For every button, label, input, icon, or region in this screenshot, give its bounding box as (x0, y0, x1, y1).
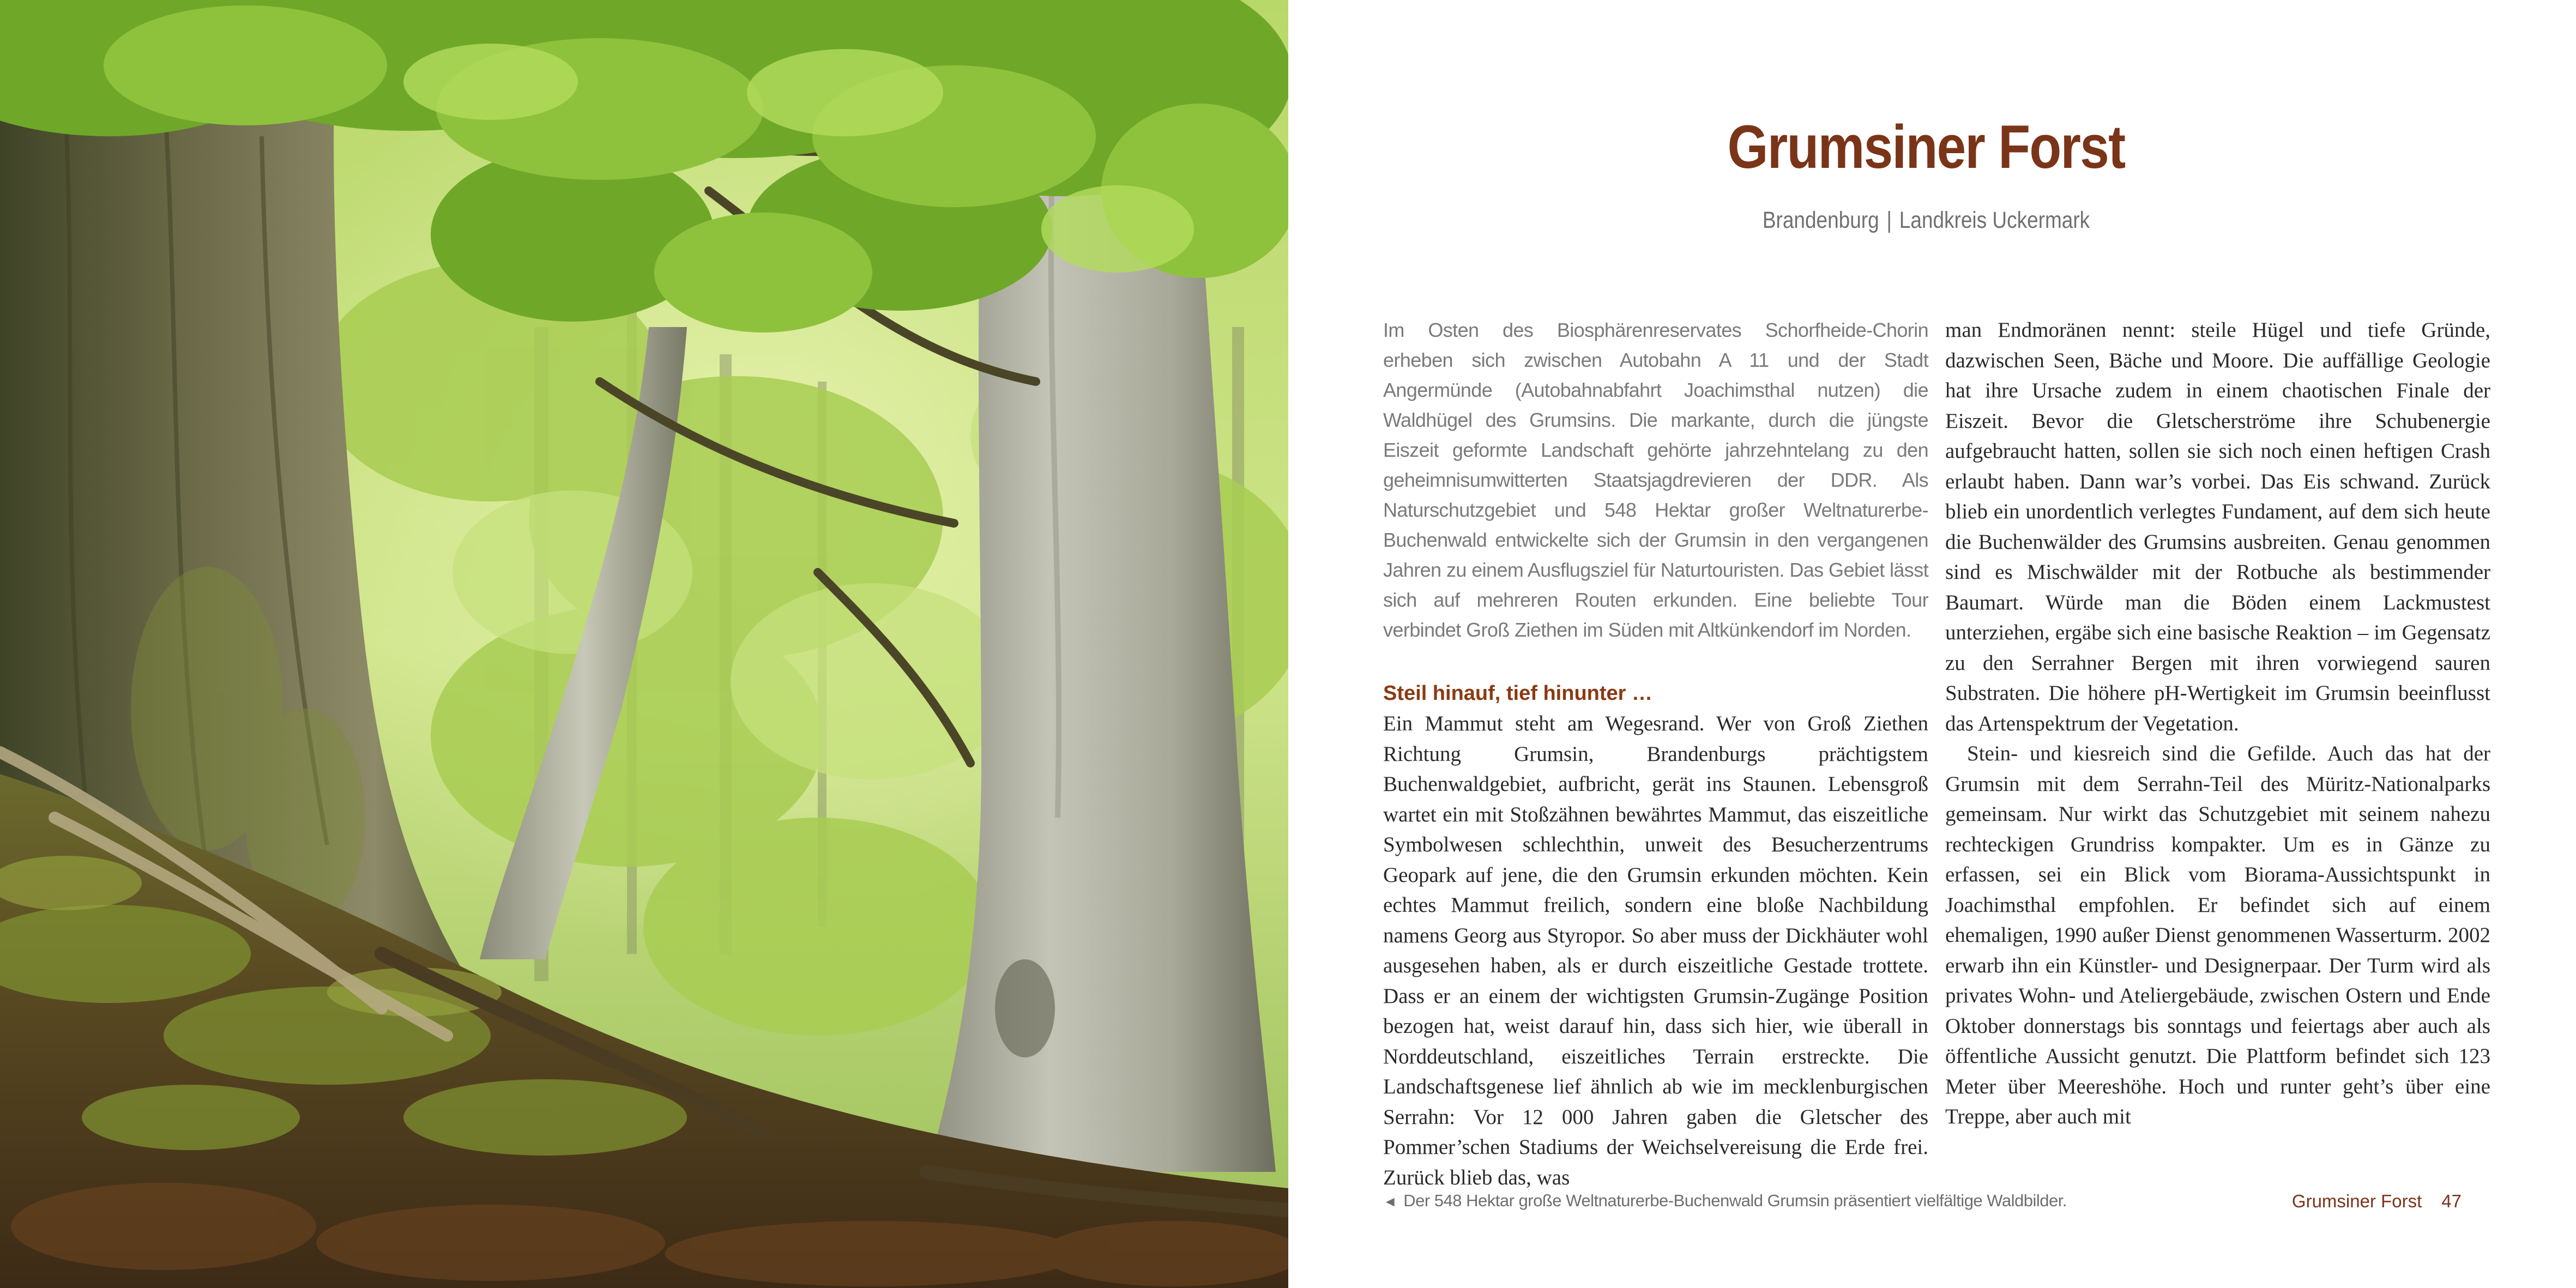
photo-caption (1383, 1191, 2067, 1211)
section-heading: Steil hinauf, tief hinunter … (1383, 682, 1652, 705)
subtitle-separator: | (1886, 207, 1892, 233)
text-page (1288, 0, 2576, 1288)
page-title: Grumsiner Forst (1727, 113, 2125, 181)
body-paragraph-3: Stein- und kiesreich sind die Gefilde. Auch das hat der Grumsin mit dem Serrahn-Teil des Müritz-Nationalparks gemeinsam. Nur wirkt das Schutzgebiet mit seinem nahezu rechteckigen Grundriss kompakter. Um es in Gänze zu erfassen, sei ein Blick vom Biorama-Aussichtspunkt in Joachimsthal empfohlen. Er befindet sich auf einem ehemaligen, 1990 außer Dienst genommenen Wasserturm. 2002 erwarb ihn ein Künstler- und Designerpaar. Der Turm wird als privates Wohn- und Ateliergebäude, zwischen Ostern und Ende Oktober donnerstags bis sonntags und feiertags aber auch als öffentliche Aussicht genutzt. Die Plattform befindet sich 123 Meter über Meereshöhe. Hoch und runter geht’s über eine Treppe, aber auch mit (1945, 742, 2490, 1128)
intro-paragraph: Im Osten des Biosphärenreservates Schorfheide-Chorin erheben sich zwischen Autobahn A 11 und der Stadt Angermünde (Autobahnabfahrt Joachimsthal nutzen) die Waldhügel des Grumsins. Die markante, durch die jüngste Eiszeit geformte Landschaft gehörte jahrzehntelang zu den geheimnisumwitterten Staatsjagdrevieren der DDR. Als Naturschutzgebiet und 548 Hektar großer Weltnaturerbe-Buchenwald entwickelte sich der Grumsin in den vergangenen Jahren zu einem Ausflugsziel für Naturtouristen. Das Gebiet lässt sich auf mehreren Routen erkunden. Eine beliebte Tour verbindet Groß Ziethen im Süden mit Altkünkendorf im Norden. (1383, 319, 1928, 641)
page-number: 47 (2441, 1191, 2462, 1211)
left-column (1383, 315, 1928, 1193)
body-paragraph-2: man Endmoränen nennt: steile Hügel und tiefe Gründe, dazwischen Seen, Bäche und Moore. Die auffällige Geologie hat ihre Ursache zudem in einem chaotischen Finale der Eiszeit. Bevor die Gletscherströme ihre Schubenergie aufgebraucht hatten, sollen sie sich noch einen heftigen Crash erlaubt haben. Dann war’s vorbei. Das Eis schwand. Zurück blieb ein unordentlich verlegtes Fundament, auf dem sich heute die Buchenwälder des Grumsins ausbreiten. Genau genommen sind es Mischwälder mit der Rotbuche als bestimmender Baumart. Würde man die Böden einem Lackmustest unterziehen, ergäbe sich eine basische Reaktion – im Gegensatz zu den Serrahner Bergen mit ihren vorwiegend sauren Substraten. Die höhere pH-Wertigkeit im Grumsin beeinflusst das Artenspektrum der Vegetation. (1945, 318, 2490, 735)
body-paragraph-1: Ein Mammut steht am Wegesrand. Wer von Groß Ziethen Richtung Grumsin, Brandenburgs prächtigstem Buchenwaldgebiet, aufbricht, gerät ins Staunen. Lebensgroß wartet ein mit Stoßzähnen bewährtes Mammut, das eiszeitliche Symbolwesen schlechthin, unweit des Besucherzentrums Geopark auf jene, die den Grumsin erkunden möchten. Kein echtes Mammut freilich, sondern eine bloße Nachbildung namens Georg aus Styropor. So aber muss der Dickhäuter wohl ausgesehen haben, als er durch eiszeitliche Gestade trottete. Dass er an einem der wichtigsten Grumsin-Zugänge Position bezogen hat, weist darauf hin, dass sich hier, wie überall in Norddeutschland, eiszeitliches Terrain erstreckte. Die Landschaftsgenese lief ähnlich ab wie im mecklenburgischen Serrahn: Vor 12 000 Jahren gaben die Gletscher des Pommer’schen Stadiums der Weichselvereisung die Erde frei. Zurück blieb das, was (1383, 712, 1928, 1189)
subtitle-region: Brandenburg (1762, 207, 1879, 233)
subtitle-district: Landkreis Uckermark (1899, 207, 2090, 233)
folio-label: Grumsiner Forst (2291, 1191, 2422, 1211)
right-column (1945, 315, 2490, 1132)
page-subtitle (1504, 207, 2348, 234)
caption-text: Der 548 Hektar große Weltnaturerbe-Buchenwald Grumsin präsentiert vielfältige Waldbilder. (1403, 1191, 2067, 1210)
page-folio (2292, 1191, 2462, 1212)
caption-arrow-icon: ◄ (1383, 1193, 1397, 1210)
